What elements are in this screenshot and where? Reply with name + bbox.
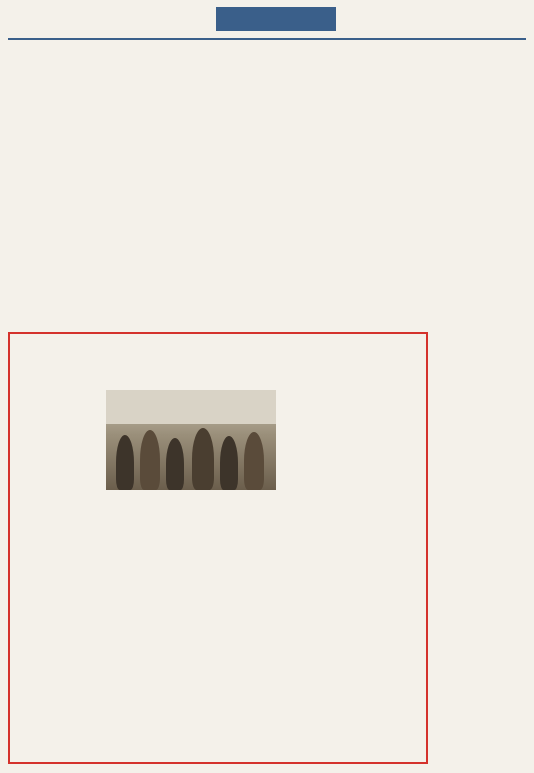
masthead [8, 4, 526, 38]
right-column-article [432, 44, 526, 764]
feature-article [8, 332, 428, 764]
top-article [8, 44, 428, 329]
feature-photo [106, 390, 276, 490]
section-banner [216, 7, 336, 31]
masthead-rule [8, 38, 526, 40]
